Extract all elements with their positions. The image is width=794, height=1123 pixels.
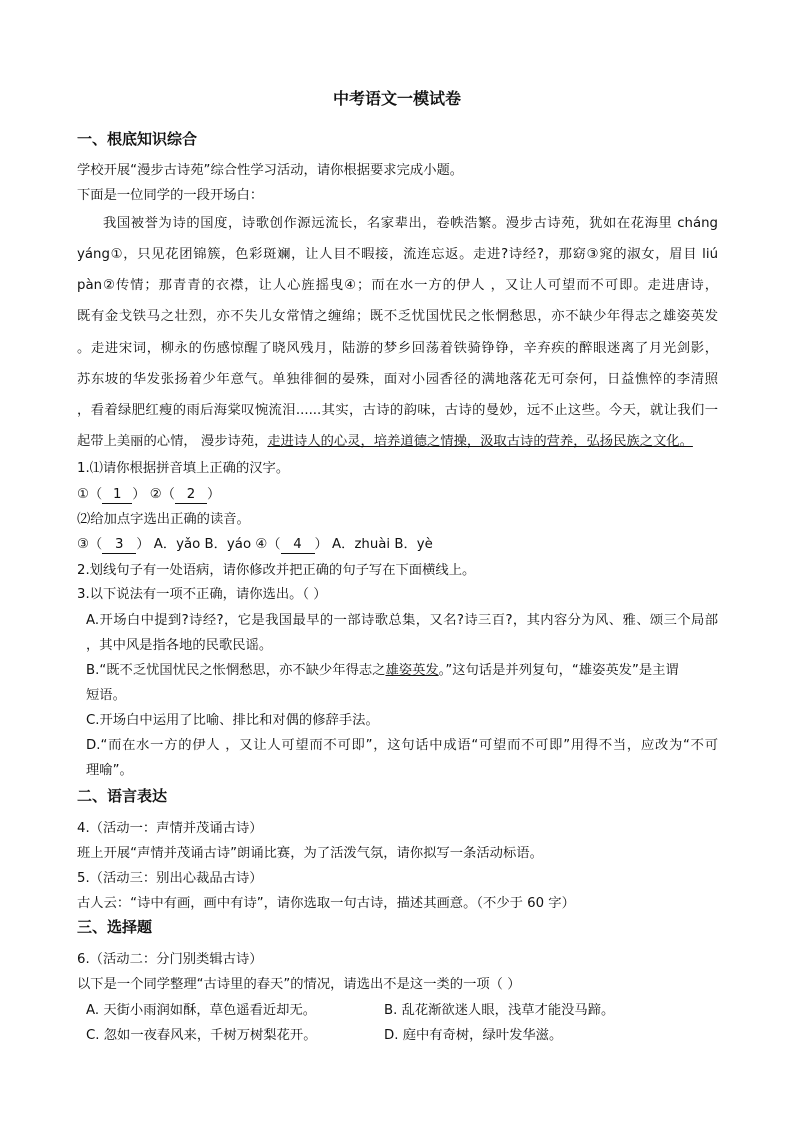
- q1-stem-1: 1.⑴请你根据拼音填上正确的汉字。: [77, 461, 290, 476]
- q6-stem: 以下是一个同学整理“古诗里的春天”的情况，请选出不是这一类的一项（ ）: [77, 977, 521, 992]
- passage-line-7: ，看着绿肥红瘦的雨后海棠叹惋流泪......其实，古诗的韵味，古诗的曼妙，远不止这些。今天，就让我们一: [77, 403, 718, 418]
- answer-blank-2[interactable]: 2: [175, 486, 207, 504]
- q5-heading: 5.（活动三：别出心裁品古诗）: [77, 871, 263, 886]
- q3-option-b-text-1: B.“既不乏忧国忧民之怅惘愁思，亦不缺少年得志之: [86, 663, 386, 678]
- q3-option-a-line-2: ，其中风是指各地的民歌民谣。: [86, 638, 273, 653]
- passage-line-8-plain: 起带上美丽的心情， 漫步诗苑，: [77, 434, 268, 449]
- answer-blank-1[interactable]: 1: [102, 486, 132, 504]
- q1-row-1: [77, 485, 220, 505]
- q2-stem: 2.划线句子有一处语病，请你修改并把正确的句子写在下面横线上。: [77, 563, 476, 578]
- page-title: 中考语文一模试卷: [332, 89, 461, 108]
- q3-option-b-underlined: 雄姿英发: [385, 663, 439, 678]
- q1-row1-prefix: ①（: [77, 487, 103, 502]
- intro-line-1: 学校开展“漫步古诗苑”综合性学习活动，请你根据要求完成小题。: [77, 163, 464, 178]
- answer-blank-3[interactable]: 3: [102, 536, 136, 554]
- section-heading-1: 一、根底知识综合: [77, 130, 198, 148]
- q3-option-b-text-2: 。”这句话是并列复句，“雄姿英发”是主谓: [438, 663, 679, 678]
- q6-option-d: D. 庭中有奇树，绿叶发华滋。: [384, 1028, 563, 1043]
- q3-option-a-line-1: A.开场白中提到?诗经?，它是我国最早的一部诗歌总集，又名?诗三百?，其内容分为风、雅、颂三个局部: [86, 613, 718, 628]
- q3-option-b-line-2: 短语。: [86, 688, 126, 703]
- q1-row1-mid: ） ②（: [132, 487, 175, 502]
- q6-heading: 6.（活动二：分门别类辑古诗）: [77, 952, 263, 967]
- q1-row2-prefix: ③（: [77, 537, 103, 552]
- passage-line-4: 既有金戈铁马之壮烈，亦不失儿女常情之缠绵；既不乏忧国忧民之怅惘愁思，亦不缺少年得志之雄姿英发: [77, 309, 718, 324]
- q3-stem: 3.以下说法有一项不正确，请你选出。（ ）: [77, 587, 327, 602]
- passage-line-6: 苏东坡的华发张扬着少年意气。单独徘徊的晏殊，面对小园香径的满地落花无可奈何，日益憔悴的李清照: [77, 372, 718, 387]
- passage-line-2: yáng①，只见花团锦簇，色彩斑斓，让人目不暇接，流连忘返。走进?诗经?，那窈③窕的淑女，眉目 liú: [77, 247, 718, 262]
- section-heading-2: 二、语言表达: [77, 787, 168, 805]
- q3-option-d-line-2: 理喻”。: [86, 763, 133, 778]
- q4-heading: 4.（活动一：声情并茂诵古诗）: [77, 821, 263, 836]
- underlined-sentence: 走进诗人的心灵，培养道德之情操，汲取古诗的营养，弘扬民族之文化。: [267, 434, 693, 449]
- q6-option-c: C. 忽如一夜春风来，千树万树梨花开。: [86, 1028, 317, 1043]
- q6-option-a: A. 天街小雨润如酥，草色遥看近却无。: [86, 1003, 317, 1018]
- passage-line-1: 我国被誉为诗的国度，诗歌创作源远流长，名家辈出，卷帙浩繁。漫步古诗苑，犹如在花海里 cháng: [103, 216, 718, 231]
- q5-body: 古人云：“诗中有画，画中有诗”，请你选取一句古诗，描述其画意。（不少于 60 字）: [77, 896, 575, 911]
- q3-option-d-line-1: D.“而在水一方的伊人 ，又让人可望而不可即”，这句话中成语“可望而不可即”用得不当，应改为“不可: [86, 738, 718, 753]
- q1-row2-mid: ） A．yǎo B．yáo ④（: [136, 537, 281, 552]
- q3-option-c: C.开场白中运用了比喻、排比和对偶的修辞手法。: [86, 713, 379, 728]
- q1-row1-end: ）: [206, 487, 221, 502]
- q4-body: 班上开展“声情并茂诵古诗”朗诵比赛，为了活泼气氛，请你拟写一条活动标语。: [77, 846, 543, 861]
- q1-stem-2: ⑵给加点字选出正确的读音。: [77, 512, 250, 527]
- answer-blank-4[interactable]: 4: [281, 536, 315, 554]
- q6-option-b: B. 乱花渐欲迷人眼，浅草才能没马蹄。: [384, 1003, 615, 1018]
- passage-line-5: 。走进宋词，柳永的伤感惊醒了晓风残月，陆游的梦乡回荡着铁骑铮铮，辛弃疾的醉眼迷离了月光剑影，: [77, 341, 718, 356]
- q1-row2-end: ） A．zhuài B．yè: [314, 537, 433, 552]
- section-heading-3: 三、选择题: [77, 918, 153, 936]
- intro-line-2: 下面是一位同学的一段开场白：: [77, 188, 264, 203]
- passage-line-3: pàn②传情；那青青的衣襟，让人心旌摇曳④；而在水一方的伊人 ，又让人可望而不可即。走进唐诗，: [77, 278, 718, 293]
- q3-option-b-line-1: [86, 661, 679, 681]
- q1-row-2: [77, 535, 433, 555]
- passage-line-8: [77, 432, 693, 452]
